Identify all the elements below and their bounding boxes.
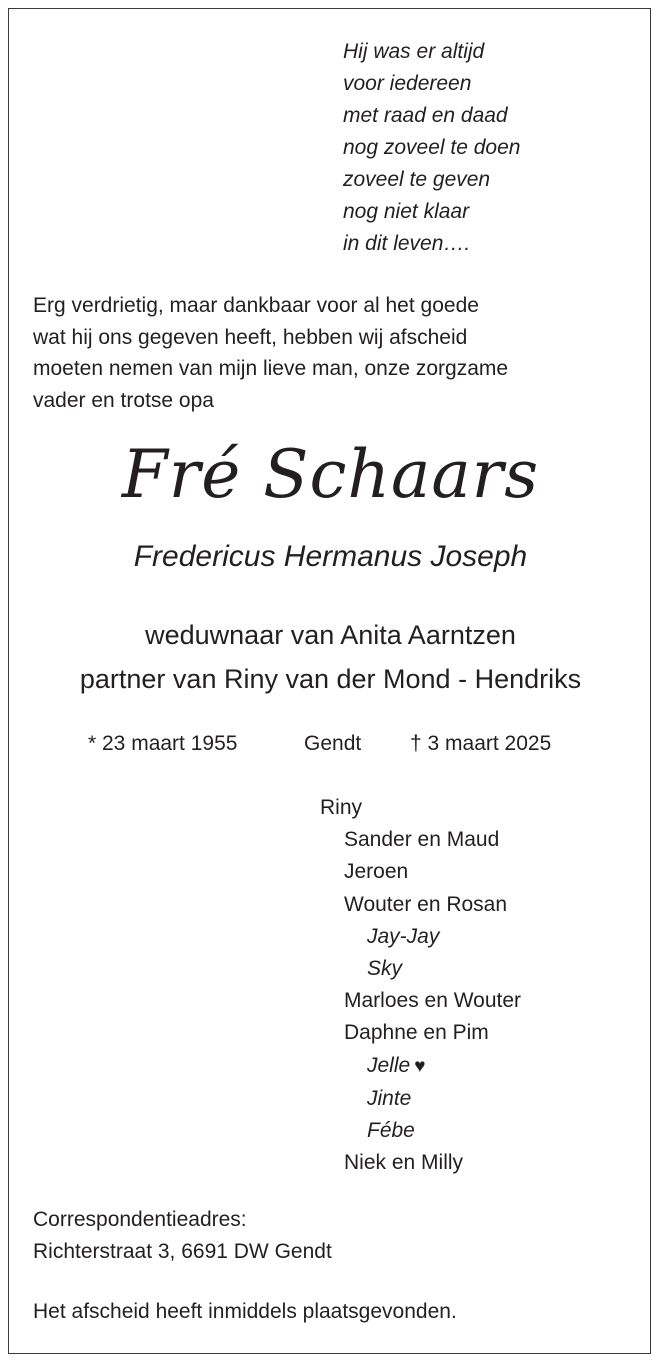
family-member: Daphne en Pim	[344, 1021, 489, 1045]
poem-line: Hij was er altijd	[343, 40, 485, 63]
poem-line: voor iedereen	[343, 72, 472, 95]
family-list	[320, 792, 521, 1179]
correspondence	[33, 1204, 332, 1268]
poem-line: nog niet klaar	[343, 200, 470, 223]
intro-line: wat hij ons gegeven heeft, hebben wij afscheid	[33, 325, 468, 349]
deceased-full-name: Fredericus Hermanus Joseph	[133, 540, 528, 573]
family-partner: Riny	[320, 796, 363, 819]
intro-line: Erg verdrietig, maar dankbaar voor al het goede	[33, 294, 479, 317]
family-member: Sander en Maud	[344, 828, 500, 852]
grandchild-entry	[320, 1050, 521, 1083]
poem-line: nog zoveel te doen	[343, 136, 521, 159]
birth-date: * 23 maart 1955	[88, 732, 238, 755]
family-member: Jeroen	[344, 860, 409, 884]
grandchild: Jelle	[367, 1053, 411, 1077]
grandchild: Fébe	[367, 1119, 415, 1143]
place: Gendt	[304, 732, 362, 755]
family-member: Niek en Milly	[344, 1151, 464, 1175]
grandchild: Jay-Jay	[367, 924, 440, 948]
family-member: Marloes en Wouter	[344, 989, 522, 1013]
deceased-name: Fré Schaars	[121, 436, 540, 513]
intro-line: vader en trotse opa	[33, 388, 214, 412]
relation-partner: partner van Riny van der Mond - Hendriks	[79, 664, 582, 694]
heart-icon: ♥	[414, 1055, 426, 1077]
poem-line: met raad en daad	[343, 104, 508, 127]
correspondence-address: Richterstraat 3, 6691 DW Gendt	[33, 1240, 332, 1263]
poem-line: zoveel te geven	[343, 168, 491, 191]
family-member: Wouter en Rosan	[344, 892, 508, 916]
poem	[343, 36, 520, 260]
intro-line: moeten nemen van mijn lieve man, onze zorgzame	[33, 357, 509, 380]
grandchild: Sky	[367, 957, 403, 981]
death-date: † 3 maart 2025	[410, 732, 552, 755]
correspondence-label: Correspondentieadres:	[33, 1208, 247, 1231]
poem-line: in dit leven….	[343, 232, 471, 255]
intro-text	[33, 290, 508, 416]
closing-note: Het afscheid heeft inmiddels plaatsgevonden.	[33, 1300, 457, 1323]
relation-widower: weduwnaar van Anita Aarntzen	[145, 620, 516, 650]
grandchild: Jinte	[367, 1086, 412, 1110]
